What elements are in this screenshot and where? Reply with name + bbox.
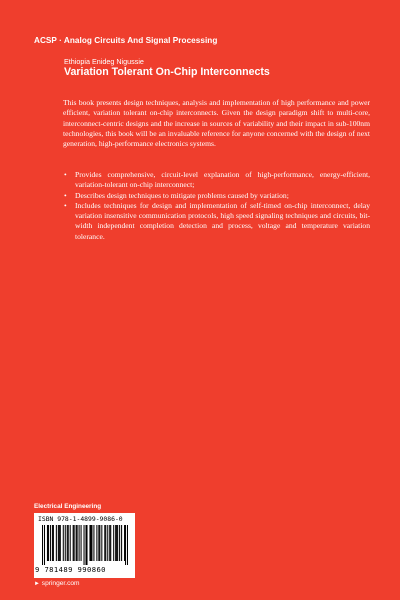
barcode-panel bbox=[34, 513, 135, 578]
bullet-icon: • bbox=[64, 200, 67, 210]
arrow-right-icon: ► bbox=[34, 581, 40, 587]
publisher-link[interactable] bbox=[34, 580, 80, 587]
feature-item bbox=[63, 191, 370, 201]
publisher-url: springer.com bbox=[41, 580, 80, 587]
barcode-icon bbox=[42, 525, 128, 565]
feature-list bbox=[63, 170, 370, 242]
bullet-icon: • bbox=[64, 170, 67, 179]
feature-text: Provides comprehensive, circuit-level explanation of high-performance, energy-efficient, variation-tolerant on-chip interconnect; bbox=[75, 170, 370, 190]
feature-text: Includes techniques for design and implementation of self-timed on-chip interconnect, delay variation insensitive communication protocols, high speed signaling techniques and circuits, bit-width independent completion detection and process, voltage and temperature variation tolerance. bbox=[75, 200, 370, 241]
book-title: Variation Tolerant On-Chip Interconnects bbox=[64, 66, 270, 78]
author-name: Ethiopia Enideg Nigussie bbox=[64, 57, 144, 66]
feature-item bbox=[63, 170, 370, 191]
description-paragraph: This book presents design techniques, analysis and implementation of high performance and power efficient, variation tolerant on-chip interconnects. Given the design paradigm shift to multi-core, interconnect-centric designs and the increase in sources of variability and their impact in sub-100nm technologies, this book will be an invaluable reference for anyone concerned with the design of next generation, high-performance electronics systems. bbox=[63, 98, 370, 149]
barcode-digits: 9 781489 990860 bbox=[35, 565, 106, 574]
feature-item bbox=[63, 201, 370, 242]
series-name: ACSP · Analog Circuits And Signal Processing bbox=[34, 36, 218, 45]
feature-text: Describes design techniques to mitigate problems caused by variation; bbox=[75, 190, 289, 200]
isbn-label: ISBN 978-1-4899-9086-0 bbox=[38, 515, 123, 523]
bullet-icon: • bbox=[64, 190, 67, 200]
subject-category: Electrical Engineering bbox=[34, 503, 102, 510]
